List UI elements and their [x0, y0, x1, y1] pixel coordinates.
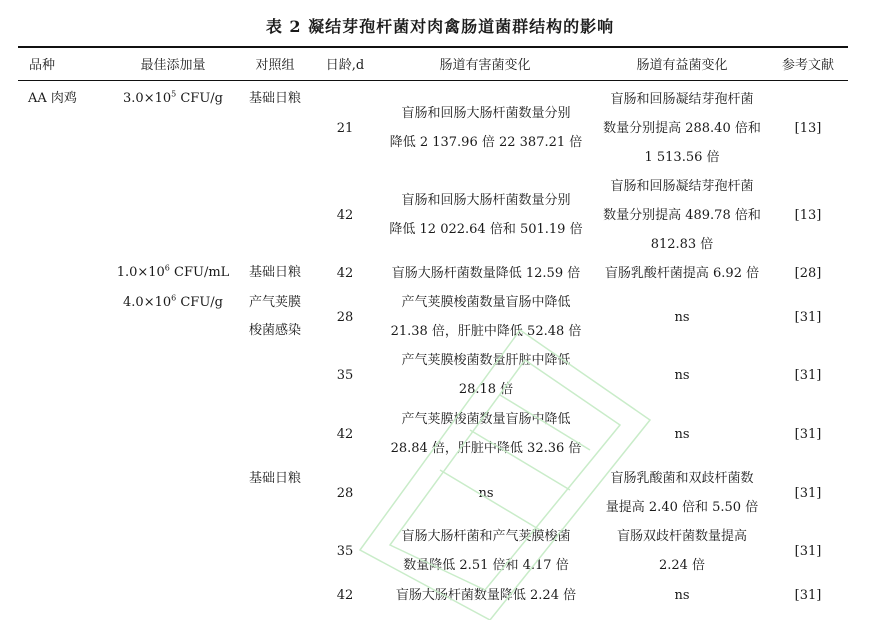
- beneficial-change-cell: [594, 404, 770, 464]
- reference-cell: [13]: [794, 207, 822, 223]
- beneficial-change-cell-line: ns: [674, 367, 690, 383]
- control-cell: 基础日粮: [248, 91, 301, 106]
- age-cell: 28: [336, 485, 354, 501]
- reference-cell: [31]: [794, 587, 822, 603]
- beneficial-change-cell: [594, 172, 770, 258]
- age-cell: 35: [336, 367, 354, 383]
- harmful-change-cell-line: 28.84 倍，肝脏中降低 32.36 倍: [390, 441, 582, 456]
- beneficial-change-cell-line: 盲肠和回肠凝结芽孢杆菌: [610, 178, 754, 194]
- header-control: 对照组: [255, 58, 295, 73]
- harmful-change-cell: [380, 346, 592, 404]
- harmful-change-cell: [380, 404, 592, 464]
- beneficial-change-cell-line: 盲肠乳酸菌和双歧杆菌数: [610, 471, 754, 486]
- age-cell: 42: [336, 265, 354, 281]
- header-age: 日龄,d: [325, 58, 365, 73]
- beneficial-change-cell: [594, 84, 770, 172]
- beneficial-change-cell-line: ns: [674, 309, 690, 325]
- reference-cell: [31]: [794, 426, 822, 442]
- beneficial-change-cell-line: 盲肠双歧杆菌数量提高: [616, 529, 747, 544]
- control-cell: 梭菌感染: [248, 323, 301, 338]
- beneficial-change-cell: [594, 288, 770, 346]
- age-cell: 42: [336, 207, 354, 223]
- beneficial-change-cell-line: 数量分别提高 489.78 倍和: [603, 207, 761, 223]
- beneficial-change-cell: [594, 522, 770, 580]
- control-cell: 基础日粮: [248, 265, 301, 280]
- table-title: 表 2 凝结芽孢杆菌对肉禽肠道菌群结构的影响: [265, 17, 615, 36]
- harmful-change-cell-line: 降低 2 137.96 倍 22 387.21 倍: [389, 135, 583, 150]
- beneficial-change-cell-line: ns: [674, 426, 690, 442]
- harmful-change-cell: [380, 580, 592, 610]
- harmful-change-cell-line: 降低 12 022.64 倍和 501.19 倍: [389, 222, 583, 237]
- top-rule: [18, 46, 848, 48]
- beneficial-change-cell-line: 盲肠和回肠凝结芽孢杆菌: [610, 91, 754, 107]
- harmful-change-cell-line: 产气荚膜梭菌数量盲肠中降低: [401, 295, 571, 310]
- header-beneficial: 肠道有益菌变化: [636, 58, 728, 73]
- harmful-change-cell: [380, 258, 592, 288]
- control-cell: 产气荚膜: [248, 295, 301, 310]
- reference-cell: [13]: [794, 120, 822, 136]
- age-cell: 35: [336, 543, 354, 559]
- reference-cell: [31]: [794, 485, 822, 501]
- harmful-change-cell-line: 28.18 倍: [458, 382, 514, 397]
- harmful-change-cell-line: 盲肠大肠杆菌和产气荚膜梭菌: [401, 529, 571, 544]
- beneficial-change-cell: [594, 258, 770, 288]
- header-rule: [18, 80, 848, 81]
- beneficial-change-cell-line: 盲肠乳酸杆菌提高 6.92 倍: [604, 265, 760, 281]
- beneficial-change-cell: [594, 464, 770, 522]
- beneficial-change-cell-line: 2.24 倍: [658, 558, 706, 573]
- harmful-change-cell-line: 盲肠大肠杆菌数量降低 12.59 倍: [391, 265, 581, 281]
- harmful-change-cell: [380, 464, 592, 522]
- harmful-change-cell-line: 产气荚膜梭菌数量肝脏中降低: [401, 353, 571, 368]
- harmful-change-cell-line: 盲肠和回肠大肠杆菌数量分别: [401, 106, 571, 121]
- harmful-change-cell: [380, 522, 592, 580]
- breed-cell: AA 肉鸡: [28, 91, 77, 106]
- beneficial-change-cell-line: 812.83 倍: [650, 236, 714, 252]
- harmful-change-cell-line: 产气荚膜梭菌数量盲肠中降低: [401, 412, 571, 427]
- beneficial-change-cell-line: 量提高 2.40 倍和 5.50 倍: [605, 500, 759, 515]
- reference-cell: [31]: [794, 543, 822, 559]
- beneficial-change-cell-line: ns: [674, 587, 690, 603]
- age-cell: 21: [336, 120, 354, 136]
- header-breed: 品种: [28, 58, 55, 73]
- beneficial-change-cell: [594, 346, 770, 404]
- dose-cell: $3.0\times 10^5$ CFU/g: [123, 89, 223, 106]
- header-reference: 参考文献: [781, 58, 834, 73]
- header-harmful: 肠道有害菌变化: [439, 58, 531, 73]
- harmful-change-cell: [380, 172, 592, 258]
- harmful-change-cell-line: ns: [478, 485, 494, 501]
- harmful-change-cell-line: 21.38 倍，肝脏中降低 52.48 倍: [390, 324, 582, 339]
- reference-cell: [31]: [794, 309, 822, 325]
- harmful-change-cell: [380, 84, 592, 172]
- header-dose: 最佳添加量: [140, 58, 206, 73]
- reference-cell: [28]: [794, 265, 822, 281]
- dose-cell: $1.0\times 10^6$ CFU/mL: [116, 263, 230, 280]
- dose-cell: $4.0\times 10^6$ CFU/g: [123, 293, 223, 310]
- harmful-change-cell-line: 盲肠和回肠大肠杆菌数量分别: [401, 193, 571, 208]
- harmful-change-cell-line: 盲肠大肠杆菌数量降低 2.24 倍: [395, 587, 577, 603]
- age-cell: 42: [336, 426, 354, 442]
- harmful-change-cell-line: 数量降低 2.51 倍和 4.17 倍: [403, 558, 569, 573]
- beneficial-change-cell: [594, 580, 770, 610]
- beneficial-change-cell-line: 1 513.56 倍: [644, 149, 720, 165]
- beneficial-change-cell-line: 数量分别提高 288.40 倍和: [603, 120, 761, 136]
- control-cell: 基础日粮: [248, 471, 301, 486]
- age-cell: 42: [336, 587, 354, 603]
- reference-cell: [31]: [794, 367, 822, 383]
- age-cell: 28: [336, 309, 354, 325]
- harmful-change-cell: [380, 288, 592, 346]
